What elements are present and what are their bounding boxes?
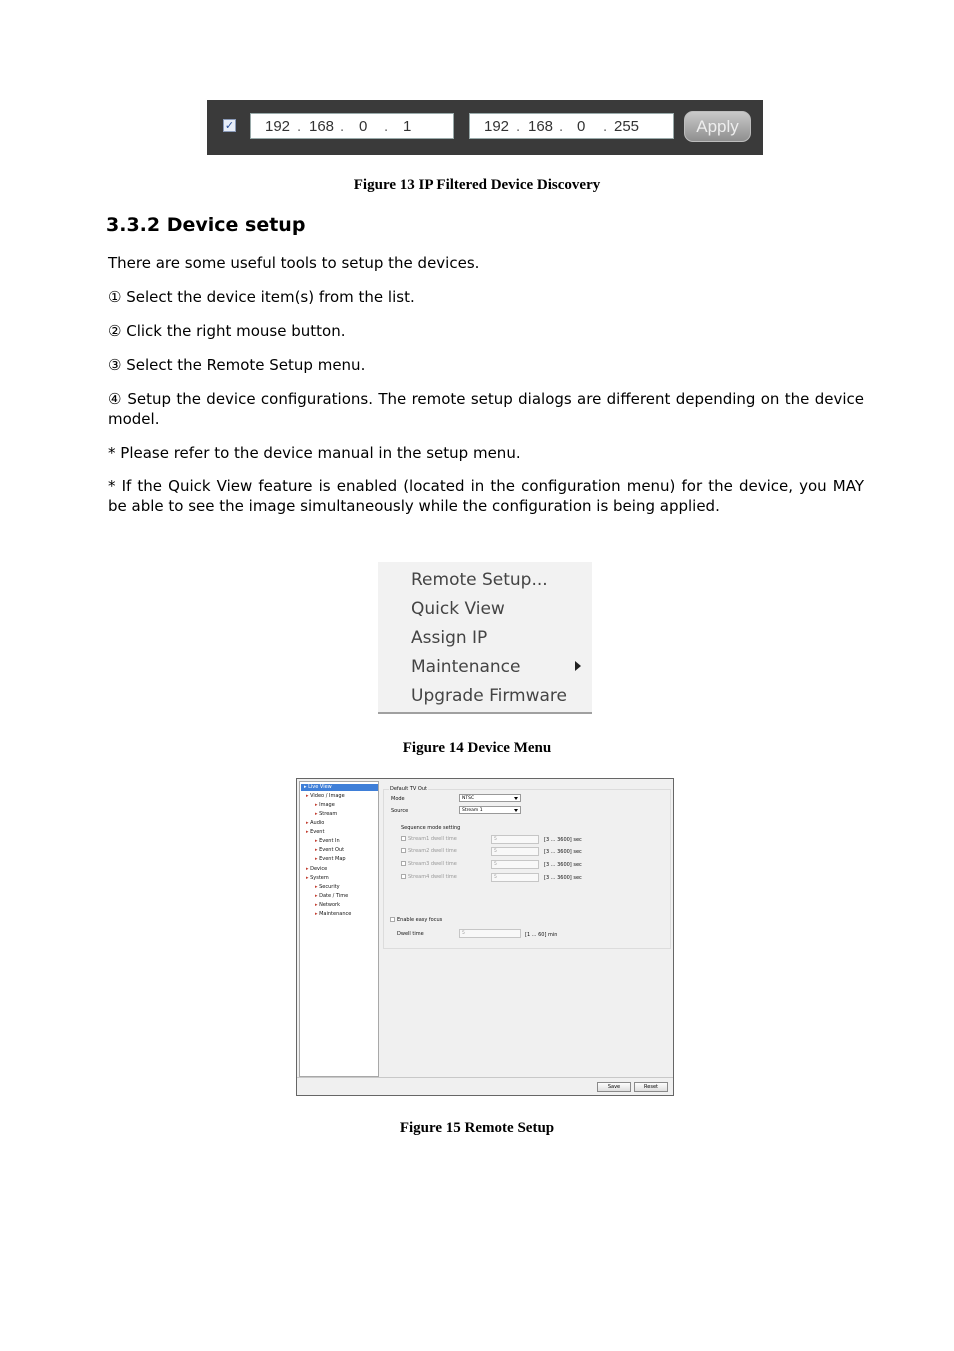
tree-node-network[interactable]: ▸ Network — [315, 902, 340, 908]
ip-dot: . — [603, 118, 608, 135]
stream2-checkbox[interactable] — [401, 848, 406, 853]
start-ip-octet-2: 168 — [309, 118, 335, 135]
end-ip-octet-1: 192 — [484, 118, 510, 135]
settings-panel — [383, 783, 671, 1077]
stream3-dwell-input[interactable]: 5 — [491, 860, 539, 869]
start-ip-octet-4: 1 — [403, 118, 412, 135]
tree-node-event[interactable]: ▸ Event — [306, 829, 325, 835]
end-ip-octet-4: 255 — [614, 118, 640, 135]
tree-node-image[interactable]: ▸ Image — [315, 802, 335, 808]
stream4-dwell-label: Stream4 dwell time — [408, 874, 457, 880]
ip-dot: . — [559, 118, 564, 135]
ip-dot: . — [384, 118, 389, 135]
end-ip-octet-3: 0 — [577, 118, 586, 135]
menu-item-quick-view[interactable]: Quick View — [411, 599, 505, 619]
stream3-checkbox[interactable] — [401, 861, 406, 866]
device-context-menu — [378, 562, 592, 714]
tree-node-device[interactable]: ▸ Device — [306, 866, 328, 872]
tree-node-live-view[interactable]: ▸ Live View — [304, 784, 332, 790]
menu-item-maintenance[interactable]: Maintenance — [411, 657, 521, 677]
stream1-dwell-input[interactable]: 5 — [491, 835, 539, 844]
stream2-dwell-label: Stream2 dwell time — [408, 848, 457, 854]
tree-node-audio[interactable]: ▸ Audio — [306, 820, 325, 826]
group-title: Default TV Out — [390, 786, 427, 792]
default-tv-out-group — [383, 789, 671, 949]
stream4-dwell-input[interactable]: 5 — [491, 873, 539, 882]
tree-node-event-out[interactable]: ▸ Event Out — [315, 847, 345, 853]
apply-button[interactable]: Apply — [684, 111, 751, 142]
stream3-dwell-label: Stream3 dwell time — [408, 861, 457, 867]
step-2: ② Click the right mouse button. — [108, 322, 346, 340]
tree-node-stream[interactable]: ▸ Stream — [315, 811, 338, 817]
start-ip-octet-1: 192 — [265, 118, 291, 135]
step-4: ④ Setup the device configurations. The remote setup dialogs are different depending on the device model. — [108, 390, 864, 428]
ip-dot: . — [516, 118, 521, 135]
tree-node-event-in[interactable]: ▸ Event In — [315, 838, 340, 844]
remote-setup-dialog — [296, 778, 674, 1096]
tree-node-system[interactable]: ▸ System — [306, 875, 329, 881]
focus-dwell-input[interactable]: 5 — [459, 929, 521, 938]
easy-focus-checkbox[interactable] — [390, 917, 395, 922]
tree-node-event-map[interactable]: ▸ Event Map — [315, 856, 346, 862]
note-1: * Please refer to the device manual in the setup menu. — [108, 444, 521, 462]
mode-select[interactable]: NTSC — [459, 794, 521, 802]
stream4-dwell-range: [3 ... 3600] sec — [544, 875, 582, 881]
end-ip-octet-2: 168 — [528, 118, 554, 135]
dialog-footer-divider — [297, 1077, 673, 1078]
stream2-dwell-input[interactable]: 5 — [491, 847, 539, 856]
stream3-dwell-range: [3 ... 3600] sec — [544, 862, 582, 868]
submenu-arrow-icon — [575, 661, 581, 671]
figure-15-caption: Figure 15 Remote Setup — [399, 1120, 555, 1136]
ip-dot: . — [340, 118, 345, 135]
dropdown-arrow-icon — [514, 809, 518, 812]
focus-dwell-label: Dwell time — [397, 931, 424, 937]
figure-14-caption: Figure 14 Device Menu — [402, 740, 552, 756]
menu-item-upgrade-firmware[interactable]: Upgrade Firmware — [411, 686, 567, 706]
menu-item-assign-ip[interactable]: Assign IP — [411, 628, 488, 648]
end-ip-field[interactable] — [469, 113, 674, 139]
figure-13-caption: Figure 13 IP Filtered Device Discovery — [353, 177, 601, 193]
stream1-checkbox[interactable] — [401, 836, 406, 841]
tree-node-date-time[interactable]: ▸ Date / Time — [315, 893, 349, 899]
intro-paragraph: There are some useful tools to setup the devices. — [108, 254, 480, 272]
save-button[interactable]: Save — [597, 1082, 631, 1092]
ip-filter-checkbox[interactable]: ✓ — [224, 119, 235, 132]
easy-focus-label: Enable easy focus — [397, 917, 443, 923]
mode-label: Mode — [391, 796, 405, 802]
source-select[interactable]: Stream 1 — [459, 806, 521, 814]
reset-button[interactable]: Reset — [634, 1082, 668, 1092]
focus-dwell-range: [1 ... 60] min — [525, 932, 558, 938]
menu-item-remote-setup[interactable]: Remote Setup... — [411, 570, 548, 590]
ip-filter-bar — [207, 100, 763, 155]
section-title: 3.3.2 Device setup — [106, 214, 306, 236]
stream4-checkbox[interactable] — [401, 874, 406, 879]
stream1-dwell-label: Stream1 dwell time — [408, 836, 457, 842]
start-ip-octet-3: 0 — [359, 118, 368, 135]
ip-dot: . — [297, 118, 302, 135]
tree-node-security[interactable]: ▸ Security — [315, 884, 340, 890]
settings-tree — [299, 781, 379, 1077]
start-ip-field[interactable] — [250, 113, 454, 139]
sequence-label: Sequence mode setting — [401, 825, 461, 831]
dropdown-arrow-icon — [514, 797, 518, 800]
source-label: Source — [391, 808, 409, 814]
step-3: ③ Select the Remote Setup menu. — [108, 356, 366, 374]
tree-node-video-image[interactable]: ▸ Video / Image — [306, 793, 345, 799]
tree-node-maintenance[interactable]: ▸ Maintenance — [315, 911, 352, 917]
stream1-dwell-range: [3 ... 3600] sec — [544, 837, 582, 843]
step-1: ① Select the device item(s) from the list. — [108, 288, 415, 306]
stream2-dwell-range: [3 ... 3600] sec — [544, 849, 582, 855]
note-2: * If the Quick View feature is enabled (located in the configuration menu) for the device, you MAY be able to see the image simultaneously while the configuration is being applied. — [108, 477, 864, 515]
